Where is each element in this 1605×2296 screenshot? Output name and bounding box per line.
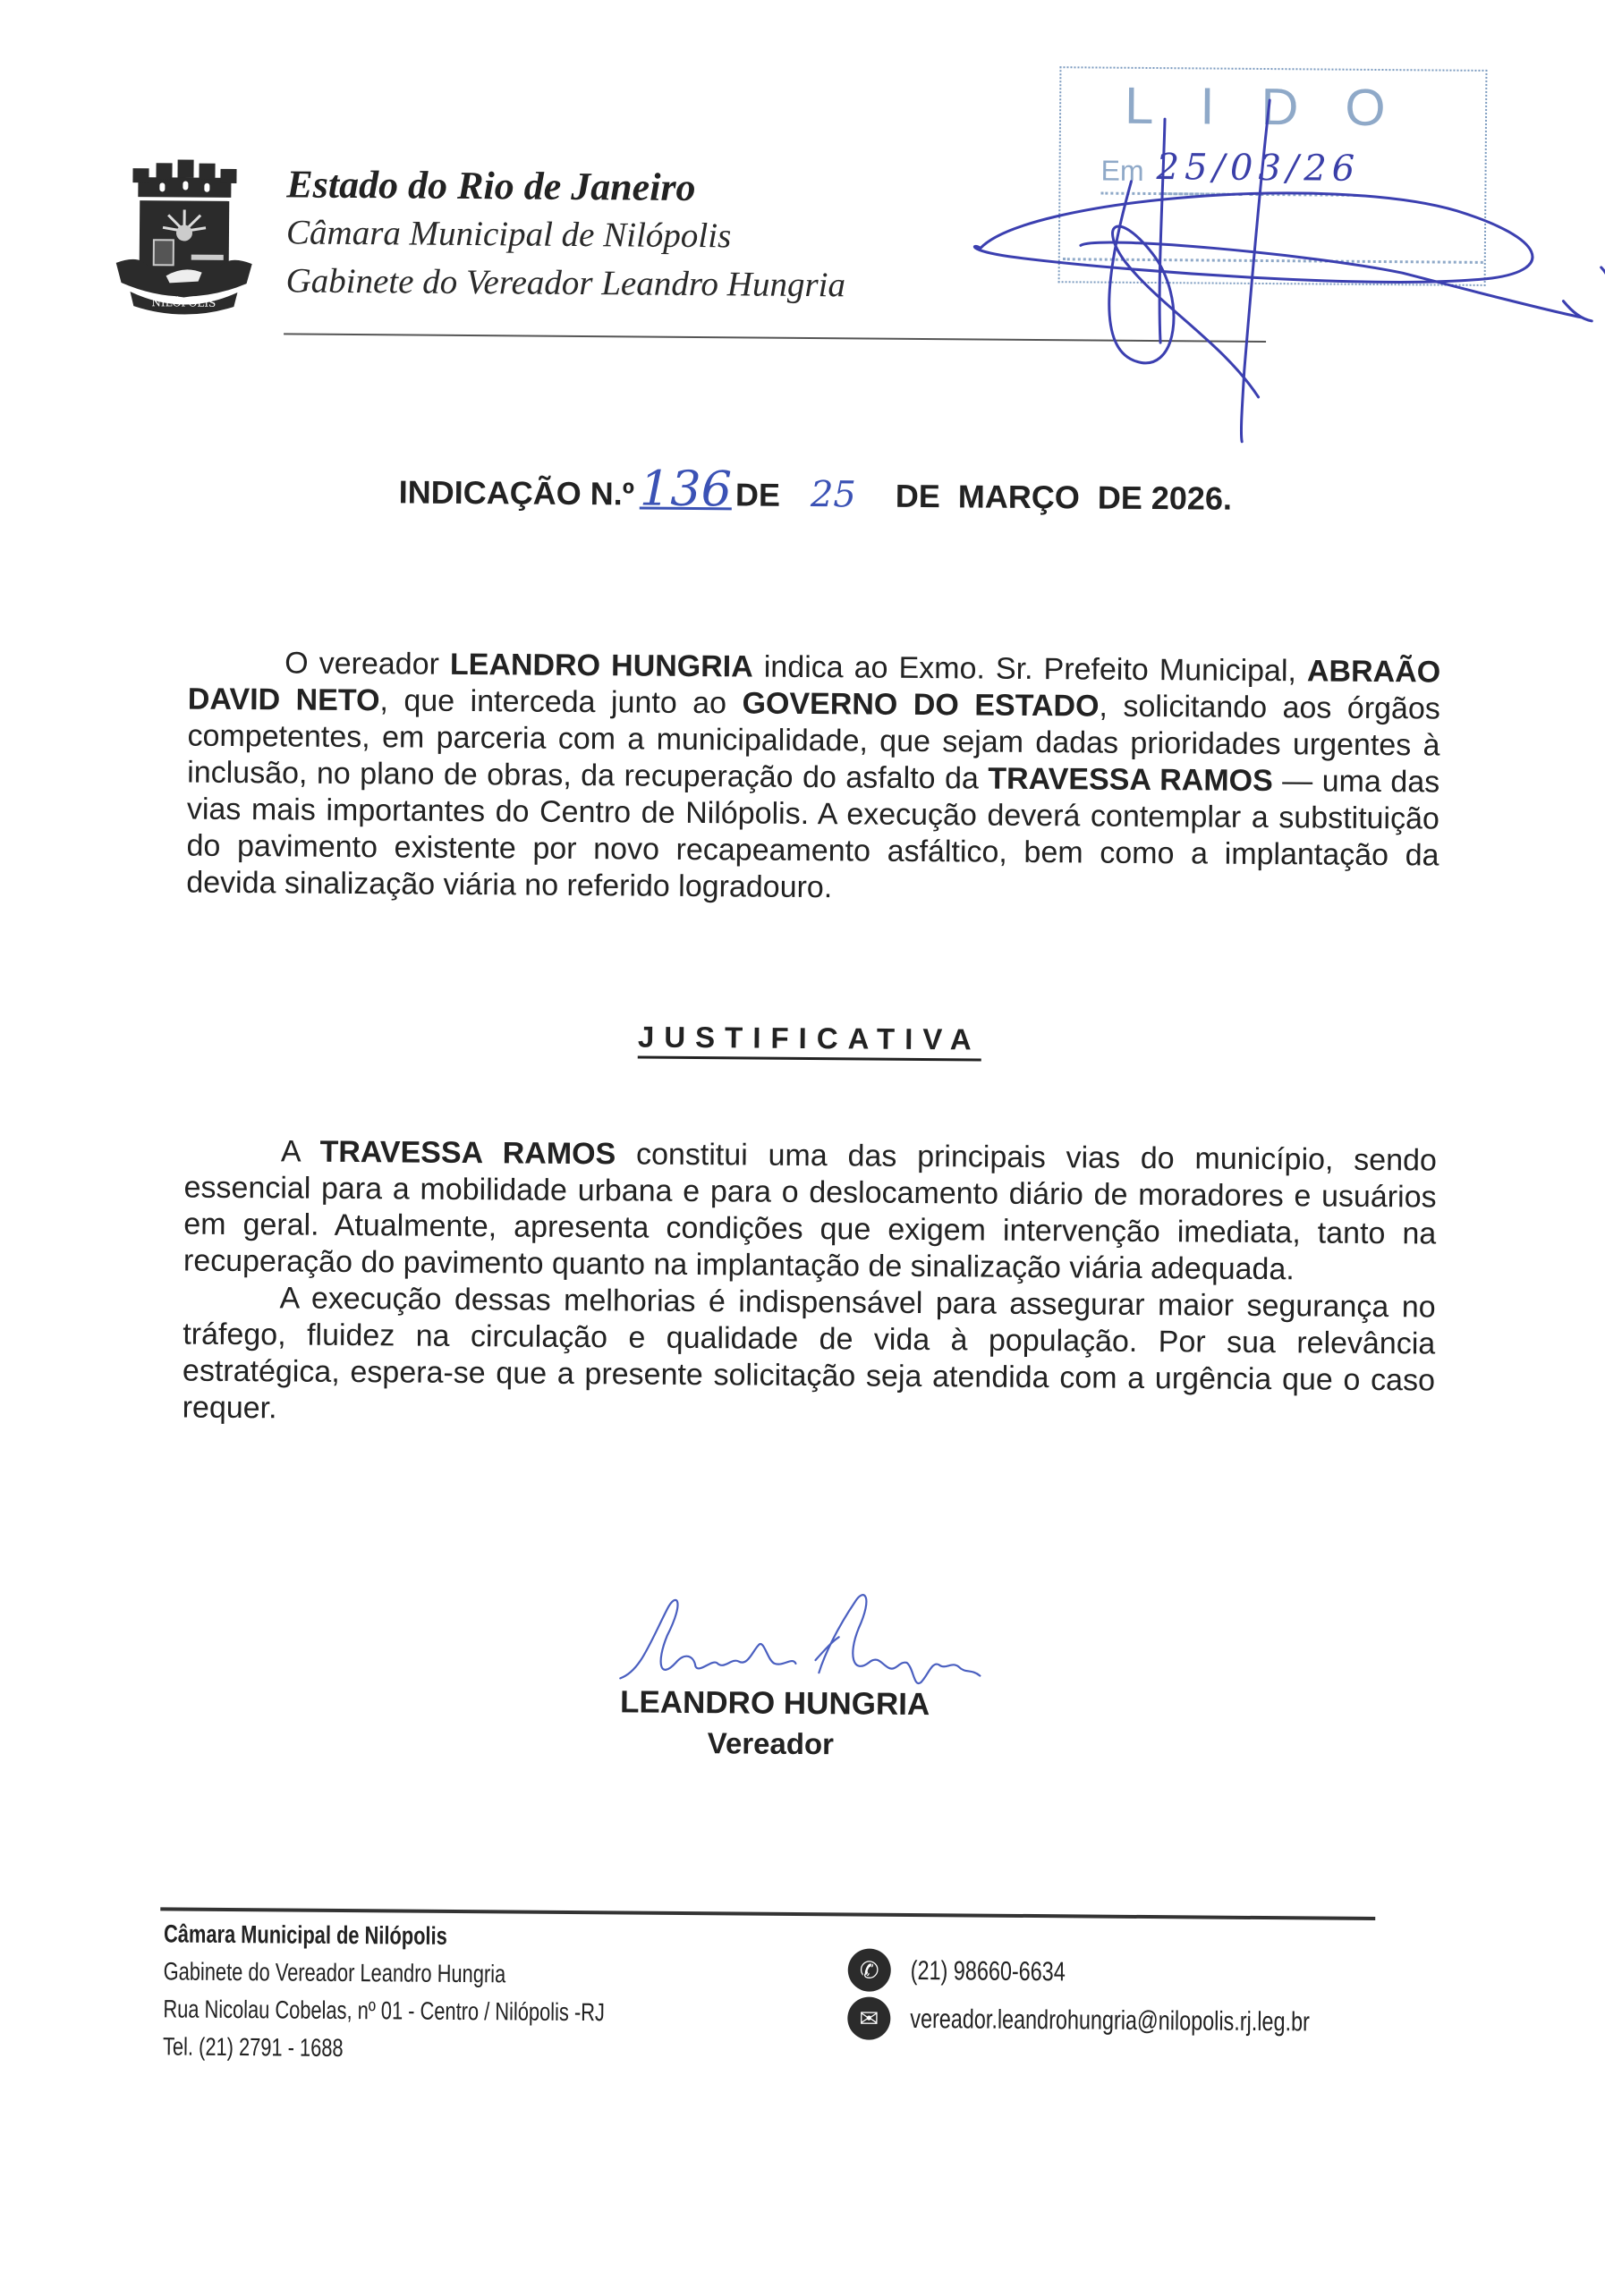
bold-text-run: ABRAÃO DAVID NETO xyxy=(188,654,1441,717)
title-prefix: INDICAÇÃO N.º xyxy=(399,473,634,513)
paragraph-1 xyxy=(186,645,1440,911)
header-office: Gabinete do Vereador Leandro Hungria xyxy=(285,260,845,305)
text-run: A xyxy=(281,1134,320,1168)
stamp-label: LIDO xyxy=(1125,78,1432,138)
text-run: indica ao Exmo. Sr. Prefeito Municipal, xyxy=(753,650,1307,689)
footer-divider xyxy=(160,1907,1375,1920)
footer-address: Rua Nicolau Cobelas, nº 01 - Centro / Nilópolis -RJ xyxy=(163,1993,605,2029)
paragraph-3 xyxy=(183,1280,1436,1436)
bold-text-run: TRAVESSA RAMOS xyxy=(988,762,1273,798)
handwritten-indication-number: 136 xyxy=(640,461,733,518)
title-date-rest: DE MARÇO DE 2026. xyxy=(896,478,1232,518)
envelope-icon: ✉ xyxy=(847,1996,890,2039)
stamp-handwritten-date: 25/03/26 xyxy=(1156,146,1360,191)
stamp-prefix: Em xyxy=(1100,153,1143,189)
bold-text-run: LEANDRO HUNGRIA xyxy=(450,648,753,684)
handwritten-day: 25 xyxy=(811,474,856,515)
footer-email[interactable]: vereador.leandrohungria@nilopolis.rj.leg.br xyxy=(910,2003,1310,2040)
bold-text-run: TRAVESSA RAMOS xyxy=(319,1135,616,1172)
stamp-signature-scribble xyxy=(954,72,1605,453)
signer-name: LEANDRO HUNGRIA xyxy=(620,1684,930,1723)
footer-whatsapp[interactable]: (21) 98660-6634 xyxy=(911,1954,1066,1989)
justification-heading: JUSTIFICATIVA xyxy=(638,1021,981,1062)
footer-chamber: Câmara Municipal de Nilópolis xyxy=(164,1918,447,1952)
whatsapp-icon: ✆ xyxy=(848,1948,891,1991)
text-run: constitui uma das principais vias do município, sendo essencial para a mobilidade urbana e para o deslocamento diário de moradores e usuários em geral. Atualmente, apresenta condições que exigem intervenção imediata, tanto na recuperação do pavimento quanto na implantação de sinalização viária adequada. xyxy=(183,1137,1437,1286)
bold-text-run: GOVERNO DO ESTADO xyxy=(742,686,1099,723)
footer-telephone: Tel. (21) 2791 - 1688 xyxy=(163,2030,344,2064)
paragraph-2 xyxy=(183,1133,1437,1290)
text-run: , solicitando aos órgãos competentes, em parceria com a municipalidade, que sejam dadas prioridades urgentes à inclusão, no plano de obras, da recuperação do asfalto da xyxy=(187,690,1440,796)
header-state: Estado do Rio de Janeiro xyxy=(286,161,696,210)
text-run: — uma das vias mais importantes do Centro de Nilópolis. A execução deverá contemplar a substituição do pavimento existente por novo recapeamento asfáltico, bem como a implantação da devida sinalização viária no referido logradouro. xyxy=(186,764,1439,904)
indication-paragraph xyxy=(186,645,1440,911)
title-de: DE xyxy=(735,476,780,513)
justification-body xyxy=(183,1133,1438,1436)
footer-office: Gabinete do Vereador Leandro Hungria xyxy=(164,1955,506,1990)
text-run: , que interceda junto ao xyxy=(379,683,742,720)
handwritten-signature xyxy=(613,1581,989,1700)
crest-label: NILÓPOLIS xyxy=(151,294,216,309)
signer-role: Vereador xyxy=(708,1725,835,1762)
text-run: O vereador xyxy=(284,646,450,681)
header-chamber: Câmara Municipal de Nilópolis xyxy=(286,212,732,256)
indication-title xyxy=(399,458,1233,521)
nilopolis-crest-logo xyxy=(112,157,256,318)
text-run: A execução dessas melhorias é indispensável para assegurar maior segurança no tráfego, fluidez na circulação e qualidade de vida à população. Por sua relevância estratégica, espera-se que a presente solicitação seja atendida com a urgência que o caso requer. xyxy=(183,1281,1436,1425)
